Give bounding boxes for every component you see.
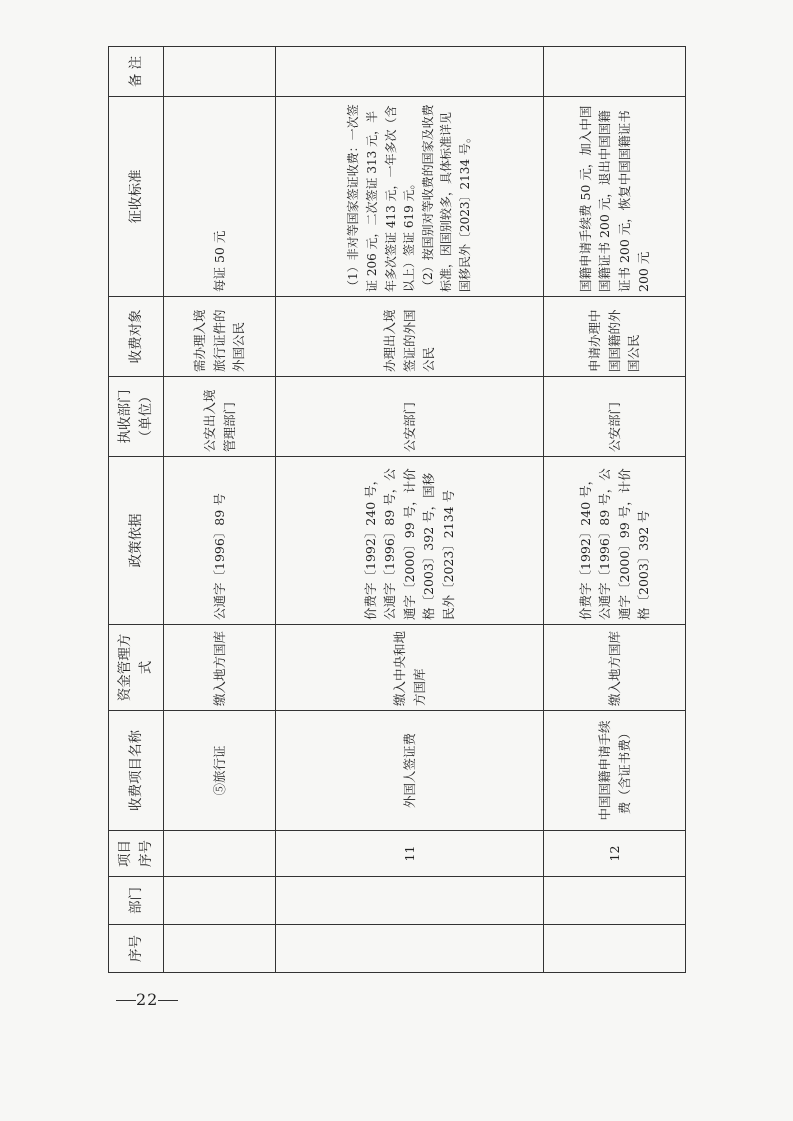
row-item-seq xyxy=(164,831,276,877)
row-payer: 需办理入境旅行证件的外国公民 xyxy=(164,297,276,377)
row-standard xyxy=(276,97,544,297)
row-remark xyxy=(164,47,276,97)
row-basis: 价费字〔1992〕240 号，公通字〔1996〕89 号，公通字〔2000〕99 号，计价格〔2003〕392 号 xyxy=(544,457,686,625)
header-remark: 备 注 xyxy=(109,47,164,97)
header-name: 收费项目名称 xyxy=(109,711,164,831)
row-item-seq: 11 xyxy=(276,831,544,877)
row-dept xyxy=(276,877,544,925)
header-seq: 序号 xyxy=(109,925,164,973)
row-collector: 公安出入境管理部门 xyxy=(164,377,276,457)
row-seq xyxy=(276,925,544,973)
row-name: 外国人签证费 xyxy=(276,711,544,831)
row-standard: 每证 50 元 xyxy=(164,97,276,297)
row-payer: 办理出入境签证的外国公民 xyxy=(276,297,544,377)
row-collector: 公安部门 xyxy=(544,377,686,457)
row-fund: 缴入地方国库 xyxy=(164,625,276,711)
row-dept xyxy=(544,877,686,925)
row-fund: 缴入地方国库 xyxy=(544,625,686,711)
row-standard: 国籍申请手续费 50 元，加入中国国籍证书 200 元，退出中国国籍证书 200 元，恢复中国国籍证书 200 元 xyxy=(544,97,686,297)
table-row xyxy=(276,47,544,973)
dash-left xyxy=(116,1000,136,1001)
row-item-seq: 12 xyxy=(544,831,686,877)
header-payer: 收费对象 xyxy=(109,297,164,377)
fee-table xyxy=(108,46,686,973)
row-name: ⑤旅行证 xyxy=(164,711,276,831)
header-item-seq: 项目序号 xyxy=(109,831,164,877)
row-fund: 缴入中央和地方国库 xyxy=(276,625,544,711)
row-collector: 公安部门 xyxy=(276,377,544,457)
standard-line: （1）非对等国家签证收费：一次签证 206 元，二次签证 313 元，半年多次签证 413 元，一年多次（含以上）签证 619 元。 xyxy=(346,104,417,292)
standard-line: （2）按国别对等收费的国家及收费标准，因国别较多，具体标准详见国移民外〔2023〕2134 号。 xyxy=(420,104,472,292)
header-fund: 资金管理方式 xyxy=(109,625,164,711)
row-basis: 公通字〔1996〕89 号 xyxy=(164,457,276,625)
row-remark xyxy=(544,47,686,97)
page-number-text: 22 xyxy=(136,990,159,1009)
table-row xyxy=(164,47,276,973)
table-row xyxy=(544,47,686,973)
header-row xyxy=(109,47,164,973)
row-payer: 申请办理中国国籍的外国公民 xyxy=(544,297,686,377)
page-number xyxy=(116,990,178,1009)
row-basis: 价费字〔1992〕240 号，公通字〔1996〕89 号，公通字〔2000〕99 号，计价格〔2003〕392 号，国移民外〔2023〕2134 号 xyxy=(276,457,544,625)
header-collector: 执收部门（单位） xyxy=(109,377,164,457)
header-basis: 政策依据 xyxy=(109,457,164,625)
row-dept xyxy=(164,877,276,925)
row-name: 中国国籍申请手续费（含证书费） xyxy=(544,711,686,831)
row-seq xyxy=(544,925,686,973)
header-standard: 征收标准 xyxy=(109,97,164,297)
header-dept: 部门 xyxy=(109,877,164,925)
row-remark xyxy=(276,47,544,97)
dash-right xyxy=(158,1000,178,1001)
row-seq xyxy=(164,925,276,973)
fee-table-rotated xyxy=(108,55,678,973)
